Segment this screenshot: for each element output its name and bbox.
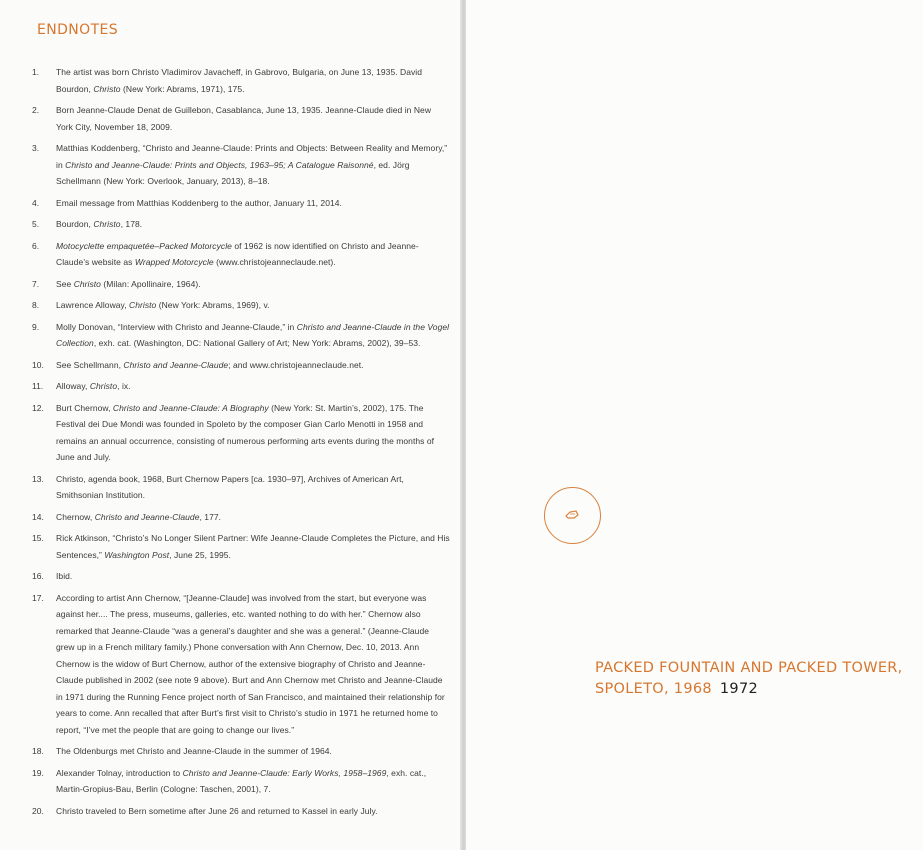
endnote-text: Alloway, xyxy=(56,381,90,391)
endnote-text: The artist was born Christo Vladimirov Javacheff, in Gabrovo, Bulgaria, on June 13, 1935. David Bourdon, xyxy=(56,67,423,94)
endnote xyxy=(32,276,450,293)
endnote-text: Matthias Koddenberg, “Christo and Jeanne-Claude: Prints and Objects: Between Reality and Memory,” in xyxy=(56,143,448,170)
endnote-number: 9. xyxy=(32,321,40,332)
endnote-number: 3. xyxy=(32,143,40,153)
endnote-text: , 177. xyxy=(199,511,222,522)
endnote-title-italic: Wrapped Motorcycle xyxy=(134,257,214,267)
endnote-number: 12. xyxy=(32,402,44,413)
endnote-text: Lawrence Alloway, xyxy=(56,300,130,310)
endnote-title-italic: Motocyclette empaquetée–Packed Motorcycle xyxy=(56,240,232,251)
endnote xyxy=(32,297,450,314)
endnote-text: Christo traveled to Bern sometime after June 26 and returned to Kassel in early July. xyxy=(56,805,378,816)
endnote-title-italic: Christo and Jeanne-Claude: Early Works, 1958–1969 xyxy=(182,767,387,778)
endnote-number: 15. xyxy=(32,533,44,543)
endnote-number: 16. xyxy=(32,571,44,581)
endnote xyxy=(32,590,450,739)
endnote-text: , 178. xyxy=(120,219,143,229)
endnote-text: Born Jeanne-Claude Denat de Guillebon, Casablanca, June 13, 1935. Jeanne-Claude died in New York City, November 18, 2009. xyxy=(56,105,432,132)
circle-mark xyxy=(544,487,601,544)
endnote-text: Email message from Matthias Koddenberg to the author, January 11, 2014. xyxy=(56,197,342,208)
endnote xyxy=(32,378,450,395)
endnote-number: 2. xyxy=(32,105,40,115)
project-title-line2 xyxy=(595,679,915,700)
endnote-text: Christo, agenda book, 1968, Burt Chernow Papers [ca. 1930–97], Archives of American Art, Smithsonian Institution. xyxy=(56,473,404,500)
endnote-text: According to artist Ann Chernow, “[Jeanne-Claude] was involved from the start, but everyone was against her.... The press, museums, galleries, etc. wanted nothing to do with her.” Chernow also remarked that Jeanne-Claude “was a general’s daughter and she was a general.” (Jeanne-Claude grew up in a French military family.) Phone conversation with Ann Chernow, Dec. 10, 2013. Ann Chernow is the widow of Burt Chernow, author of the extensive biography of Christo and Jeanne-Claude published in 2002 (see note 9 above). Burt and Ann Chernow met Christo and Jeanne-Claude in 1971 during the Running Fence project north of San Francisco, and maintained their relationship for years to come. Ann recalled that after Burt’s first visit to Christo’s studio in 1971 he returned home to report, “I’ve met the people that are going to change our lives.” xyxy=(56,592,445,735)
endnote-title-italic: Christo xyxy=(93,83,121,94)
endnote-text: Alexander Tolnay, introduction to xyxy=(56,767,183,778)
endnote-number: 11. xyxy=(32,381,44,391)
endnote xyxy=(32,471,450,504)
endnote xyxy=(32,357,450,374)
endnote-number: 17. xyxy=(32,592,44,603)
endnote-text: Bourdon, xyxy=(56,219,94,229)
endnote-text: (New York: St. Martin’s, 2002), 175. The Festival dei Due Mondi was founded in Spoleto by the composer Gian Carlo Menotti in 1958 and remains an annual occurrence, consisting of numerous performing arts events during the months of June and July. xyxy=(56,402,435,462)
endnote-number: 7. xyxy=(32,278,40,289)
endnote xyxy=(32,140,450,190)
endnote xyxy=(32,509,450,526)
endnote-title-italic: Christo xyxy=(129,300,157,310)
endnote xyxy=(32,568,450,585)
endnote-text: Rick Atkinson, “Christo’s No Longer Silent Partner: Wife Jeanne-Claude Completes the Picture, and His Sentences,” xyxy=(56,533,450,560)
endnote xyxy=(32,64,450,97)
packed-object-icon xyxy=(564,509,580,521)
endnote-text: , June 25, 1995. xyxy=(169,549,231,560)
endnote-text: , exh. cat. (Washington, DC: National Gallery of Art; New York: Abrams, 2002), 39–53. xyxy=(93,338,421,348)
endnote-title-italic: Christo and Jeanne-Claude xyxy=(94,511,200,522)
endnote xyxy=(32,102,450,135)
endnote-text: ; and www.christojeanneclaude.net. xyxy=(228,359,364,370)
endnote-number: 20. xyxy=(32,805,44,816)
endnote-number: 14. xyxy=(32,511,44,522)
endnote-number: 8. xyxy=(32,300,40,310)
endnote xyxy=(32,238,450,271)
endnote-text: (www.christojeanneclaude.net). xyxy=(213,257,336,267)
endnote-number: 19. xyxy=(32,767,44,778)
project-year: 1972 xyxy=(719,681,759,697)
endnote-title-italic: Christo xyxy=(89,381,118,391)
endnote-number: 13. xyxy=(32,473,44,484)
endnote-number: 6. xyxy=(32,240,40,251)
endnote-number: 10. xyxy=(32,359,44,370)
endnote-number: 1. xyxy=(32,67,40,77)
right-page xyxy=(466,0,923,850)
endnote xyxy=(32,743,450,760)
endnote xyxy=(32,216,450,233)
endnote-text: Burt Chernow, xyxy=(56,402,113,413)
endnote-text: See xyxy=(56,278,74,289)
endnotes-list xyxy=(32,64,450,824)
endnote-text: The Oldenburgs met Christo and Jeanne-Claude in the summer of 1964. xyxy=(56,746,332,756)
endnote-text: , ix. xyxy=(117,381,131,391)
endnote-text: Ibid. xyxy=(56,571,73,581)
endnote-number: 5. xyxy=(32,219,40,229)
endnote xyxy=(32,400,450,466)
endnote-text: Molly Donovan, “Interview with Christo and Jeanne-Claude,” in xyxy=(56,321,297,332)
endnote-title-italic: Christo and Jeanne-Claude: Prints and Objects, 1963–95; A Catalogue Raisonné xyxy=(65,159,374,170)
endnote-text: of 1962 is now identified on Christo and Jeanne-Claude’s website as xyxy=(56,240,419,267)
endnote-title-italic: Christo xyxy=(93,219,121,229)
project-title-line1: PACKED FOUNTAIN AND PACKED TOWER, xyxy=(595,660,903,676)
endnote-number: 4. xyxy=(32,197,40,208)
endnote-number: 18. xyxy=(32,746,44,756)
endnote-text: (New York: Abrams, 1969), v. xyxy=(156,300,270,310)
endnote-title-italic: Christo xyxy=(73,278,101,289)
endnote-text: (New York: Abrams, 1971), 175. xyxy=(120,83,245,94)
endnote-title-italic: Christo and Jeanne-Claude in the Vogel Collection xyxy=(56,321,450,348)
endnote-text: See Schellmann, xyxy=(56,359,124,370)
project-title-line2-text: SPOLETO, 1968 xyxy=(595,681,712,697)
project-title xyxy=(595,658,915,700)
endnote-text: , exh. cat., Martin-Gropius-Bau, Berlin (Cologne: Taschen, 2001), 7. xyxy=(56,767,427,794)
endnote-title-italic: Christo and Jeanne-Claude: A Biography xyxy=(112,402,269,413)
endnote xyxy=(32,319,450,352)
endnote xyxy=(32,803,450,820)
endnotes-heading: ENDNOTES xyxy=(37,22,119,38)
endnote-text: Chernow, xyxy=(56,511,95,522)
endnote-title-italic: Washington Post xyxy=(104,549,170,560)
endnote-text: , ed. Jörg Schellmann (New York: Overlook, January, 2013), 8–18. xyxy=(56,159,410,186)
endnote xyxy=(32,765,450,798)
endnote-title-italic: Christo and Jeanne-Claude xyxy=(123,359,229,370)
endnote xyxy=(32,195,450,212)
endnote xyxy=(32,530,450,563)
endnote-text: (Milan: Apollinaire, 1964). xyxy=(100,278,201,289)
